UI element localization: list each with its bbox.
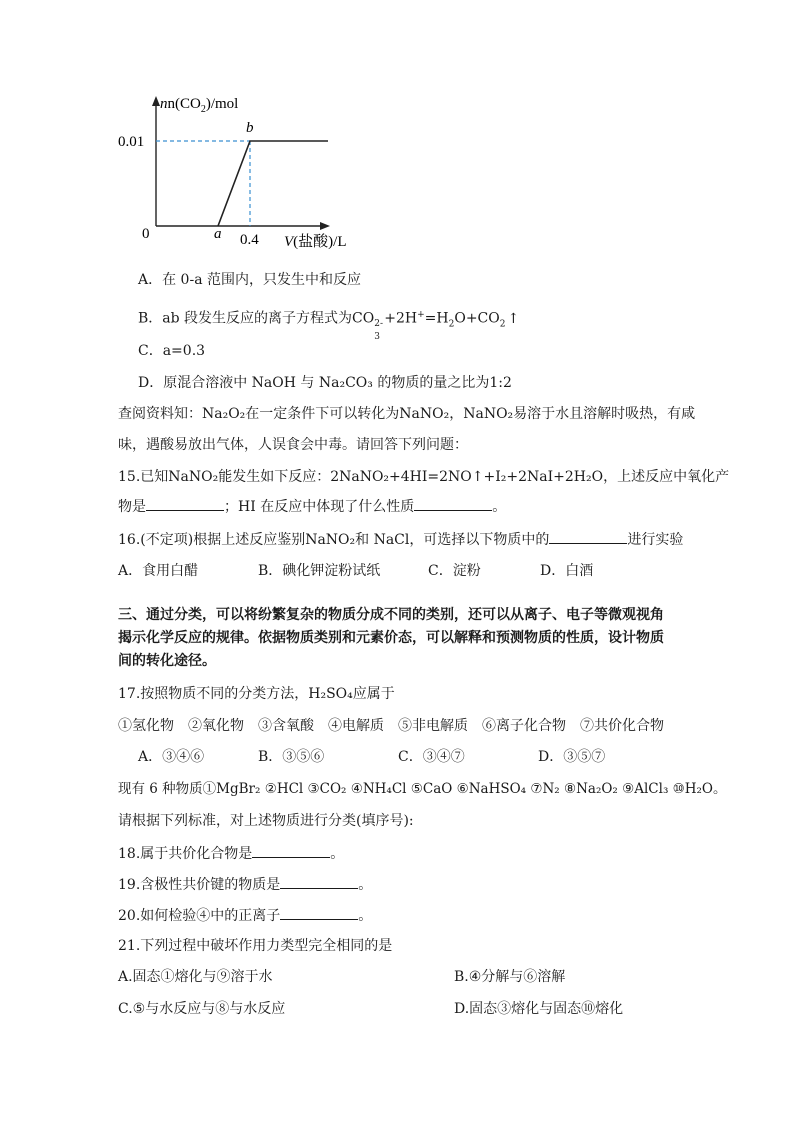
x-tick-label: 0.4 xyxy=(240,232,259,248)
substances-line-1: 现有 6 种物质①MgBr₂ ②HCl ③CO₂ ④NH₄Cl ⑤CaO ⑥NaHSO₄ ⑦N₂ ⑧Na₂O₂ ⑨AlCl₃ ⑩H₂O。 xyxy=(118,781,727,797)
q14-option-c: C．a=0.3 xyxy=(138,343,206,359)
q15-blank-1[interactable] xyxy=(146,496,224,511)
point-a-label: a xyxy=(214,226,222,242)
info-line-2: 味，遇酸易放出气体，人误食会中毒。请回答下列问题： xyxy=(118,437,468,453)
q15-blank-2[interactable] xyxy=(414,496,492,511)
q20-blank[interactable] xyxy=(280,905,358,920)
x-axis-arrow xyxy=(320,222,330,230)
q18: 18.属于共价化合物是 。 xyxy=(118,843,344,864)
q15-line-1: 15.已知NaNO₂能发生如下反应：2NaNO₂+4HI=2NO↑+I₂+2NaI+2H₂O，上述反应中氧化产 xyxy=(118,469,730,485)
q21-stem: 21.下列过程中破坏作用力类型完全相同的是 xyxy=(118,938,393,954)
q17-items: ①氢化物 ②氧化物 ③含氧酸 ④电解质 ⑤非电解质 ⑥离子化合物 ⑦共价化合物 xyxy=(118,718,664,734)
origin-label: 0 xyxy=(142,226,150,242)
q17-option-a: A．③④⑥ xyxy=(138,749,205,765)
q21-option-a: A.固态①熔化与⑨溶于水 xyxy=(118,969,273,985)
info-line-1: 查阅资料知：Na₂O₂在一定条件下可以转化为NaNO₂，NaNO₂易溶于水且溶解时吸热，有咸 xyxy=(118,406,696,422)
section3-line-1: 三、通过分类，可以将纷繁复杂的物质分成不同的类别，还可以从离子、电子等微观视角 xyxy=(118,607,664,623)
q17-option-c: C．③④⑦ xyxy=(398,749,465,765)
q21-option-b: B.④分解与⑥溶解 xyxy=(454,969,566,985)
x-axis-label: V(盐酸)/L xyxy=(284,234,347,250)
q21-option-c: C.⑤与水反应与⑧与水反应 xyxy=(118,1001,286,1017)
q14-option-d: D．原混合溶液中 NaOH 与 Na₂CO₃ 的物质的量之比为1:2 xyxy=(138,375,512,391)
q14-option-a: A．在 0-a 范围内，只发生中和反应 xyxy=(138,272,361,288)
q16-stem: 16.(不定项)根据上述反应鉴别NaNO₂和 NaCl，可选择以下物质中的 进行实验 xyxy=(118,529,683,550)
q16-blank[interactable] xyxy=(549,529,627,544)
q15-line-2: 物是 ；HI 在反应中体现了什么性质 。 xyxy=(118,496,506,517)
section3-line-3: 间的转化途径。 xyxy=(118,653,216,669)
q19-blank[interactable] xyxy=(280,874,358,889)
substances-line-2: 请根据下列标准，对上述物质进行分类(填序号): xyxy=(118,813,414,829)
q20: 20.如何检验④中的正离子 。 xyxy=(118,905,372,926)
q16-option-c: C．淀粉 xyxy=(428,563,481,579)
q16-option-d: D．白酒 xyxy=(540,563,594,579)
q19: 19.含极性共价键的物质是 。 xyxy=(118,874,372,895)
q16-option-b: B．碘化钾淀粉试纸 xyxy=(258,563,381,579)
y-axis-arrow xyxy=(152,96,160,106)
y-tick-label: 0.01 xyxy=(118,134,145,150)
q16-option-a: A．食用白醋 xyxy=(118,563,199,579)
q17-option-d: D．③⑤⑦ xyxy=(538,749,606,765)
series-line xyxy=(218,141,328,226)
y-axis-label: $nn(CO_2)$/mol xyxy=(160,96,239,115)
q17-option-b: B．③⑤⑥ xyxy=(258,749,325,765)
co2-hcl-graph xyxy=(110,92,370,252)
q14-option-b: B．ab 段发生反应的离子方程式为CO 2- 3 $+2H^+=H_2O+CO_2$ ↑ xyxy=(138,310,520,342)
q17-stem: 17.按照物质不同的分类方法，H₂SO₄应属于 xyxy=(118,686,395,702)
q21-option-d: D.固态③熔化与固态⑩熔化 xyxy=(454,1001,624,1017)
section3-line-2: 揭示化学反应的规律。依据物质类别和元素价态，可以解释和预测物质的性质，设计物质 xyxy=(118,630,664,646)
q18-blank[interactable] xyxy=(252,843,330,858)
point-b-label: b xyxy=(246,120,254,136)
